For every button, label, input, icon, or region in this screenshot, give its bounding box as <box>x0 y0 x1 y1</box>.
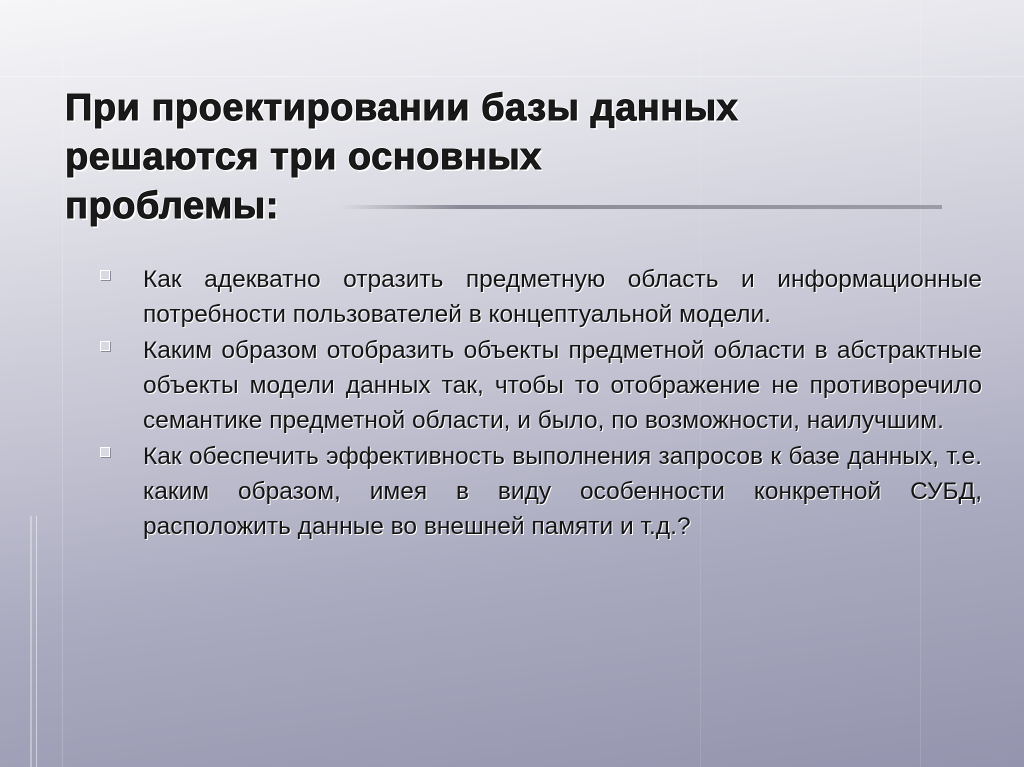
square-bullet-icon <box>100 447 110 457</box>
bullet-text: Как обеспечить эффективность выполнения запросов к базе данных, т.е. каким образом, имея в виду особенности конкретной СУБД, расположить данные во внешней памяти и т.д.? <box>143 443 982 540</box>
square-bullet-icon <box>100 270 110 280</box>
title-line: решаются три основных <box>65 136 542 178</box>
title-line: При проектировании базы данных <box>65 87 739 129</box>
bullet-item <box>100 262 982 332</box>
decorative-line <box>62 0 63 767</box>
bullet-item <box>100 439 982 544</box>
bullet-text: Каким образом отобразить объекты предметной области в абстрактные объекты модели данных так, чтобы то отображение не противоречило семантике предметной области, и было, по возможности, наилучшим. <box>143 337 982 434</box>
slide-title <box>65 84 965 231</box>
bullet-item <box>100 333 982 438</box>
bullet-list <box>100 262 982 544</box>
bullet-text: Как адекватно отразить предметную область и информационные потребности пользователей в концептуальной модели. <box>143 266 982 328</box>
decorative-line <box>0 76 1024 77</box>
decorative-line <box>30 516 32 767</box>
square-bullet-icon <box>100 341 110 351</box>
title-line: проблемы: <box>65 185 279 227</box>
decorative-line <box>36 516 37 767</box>
